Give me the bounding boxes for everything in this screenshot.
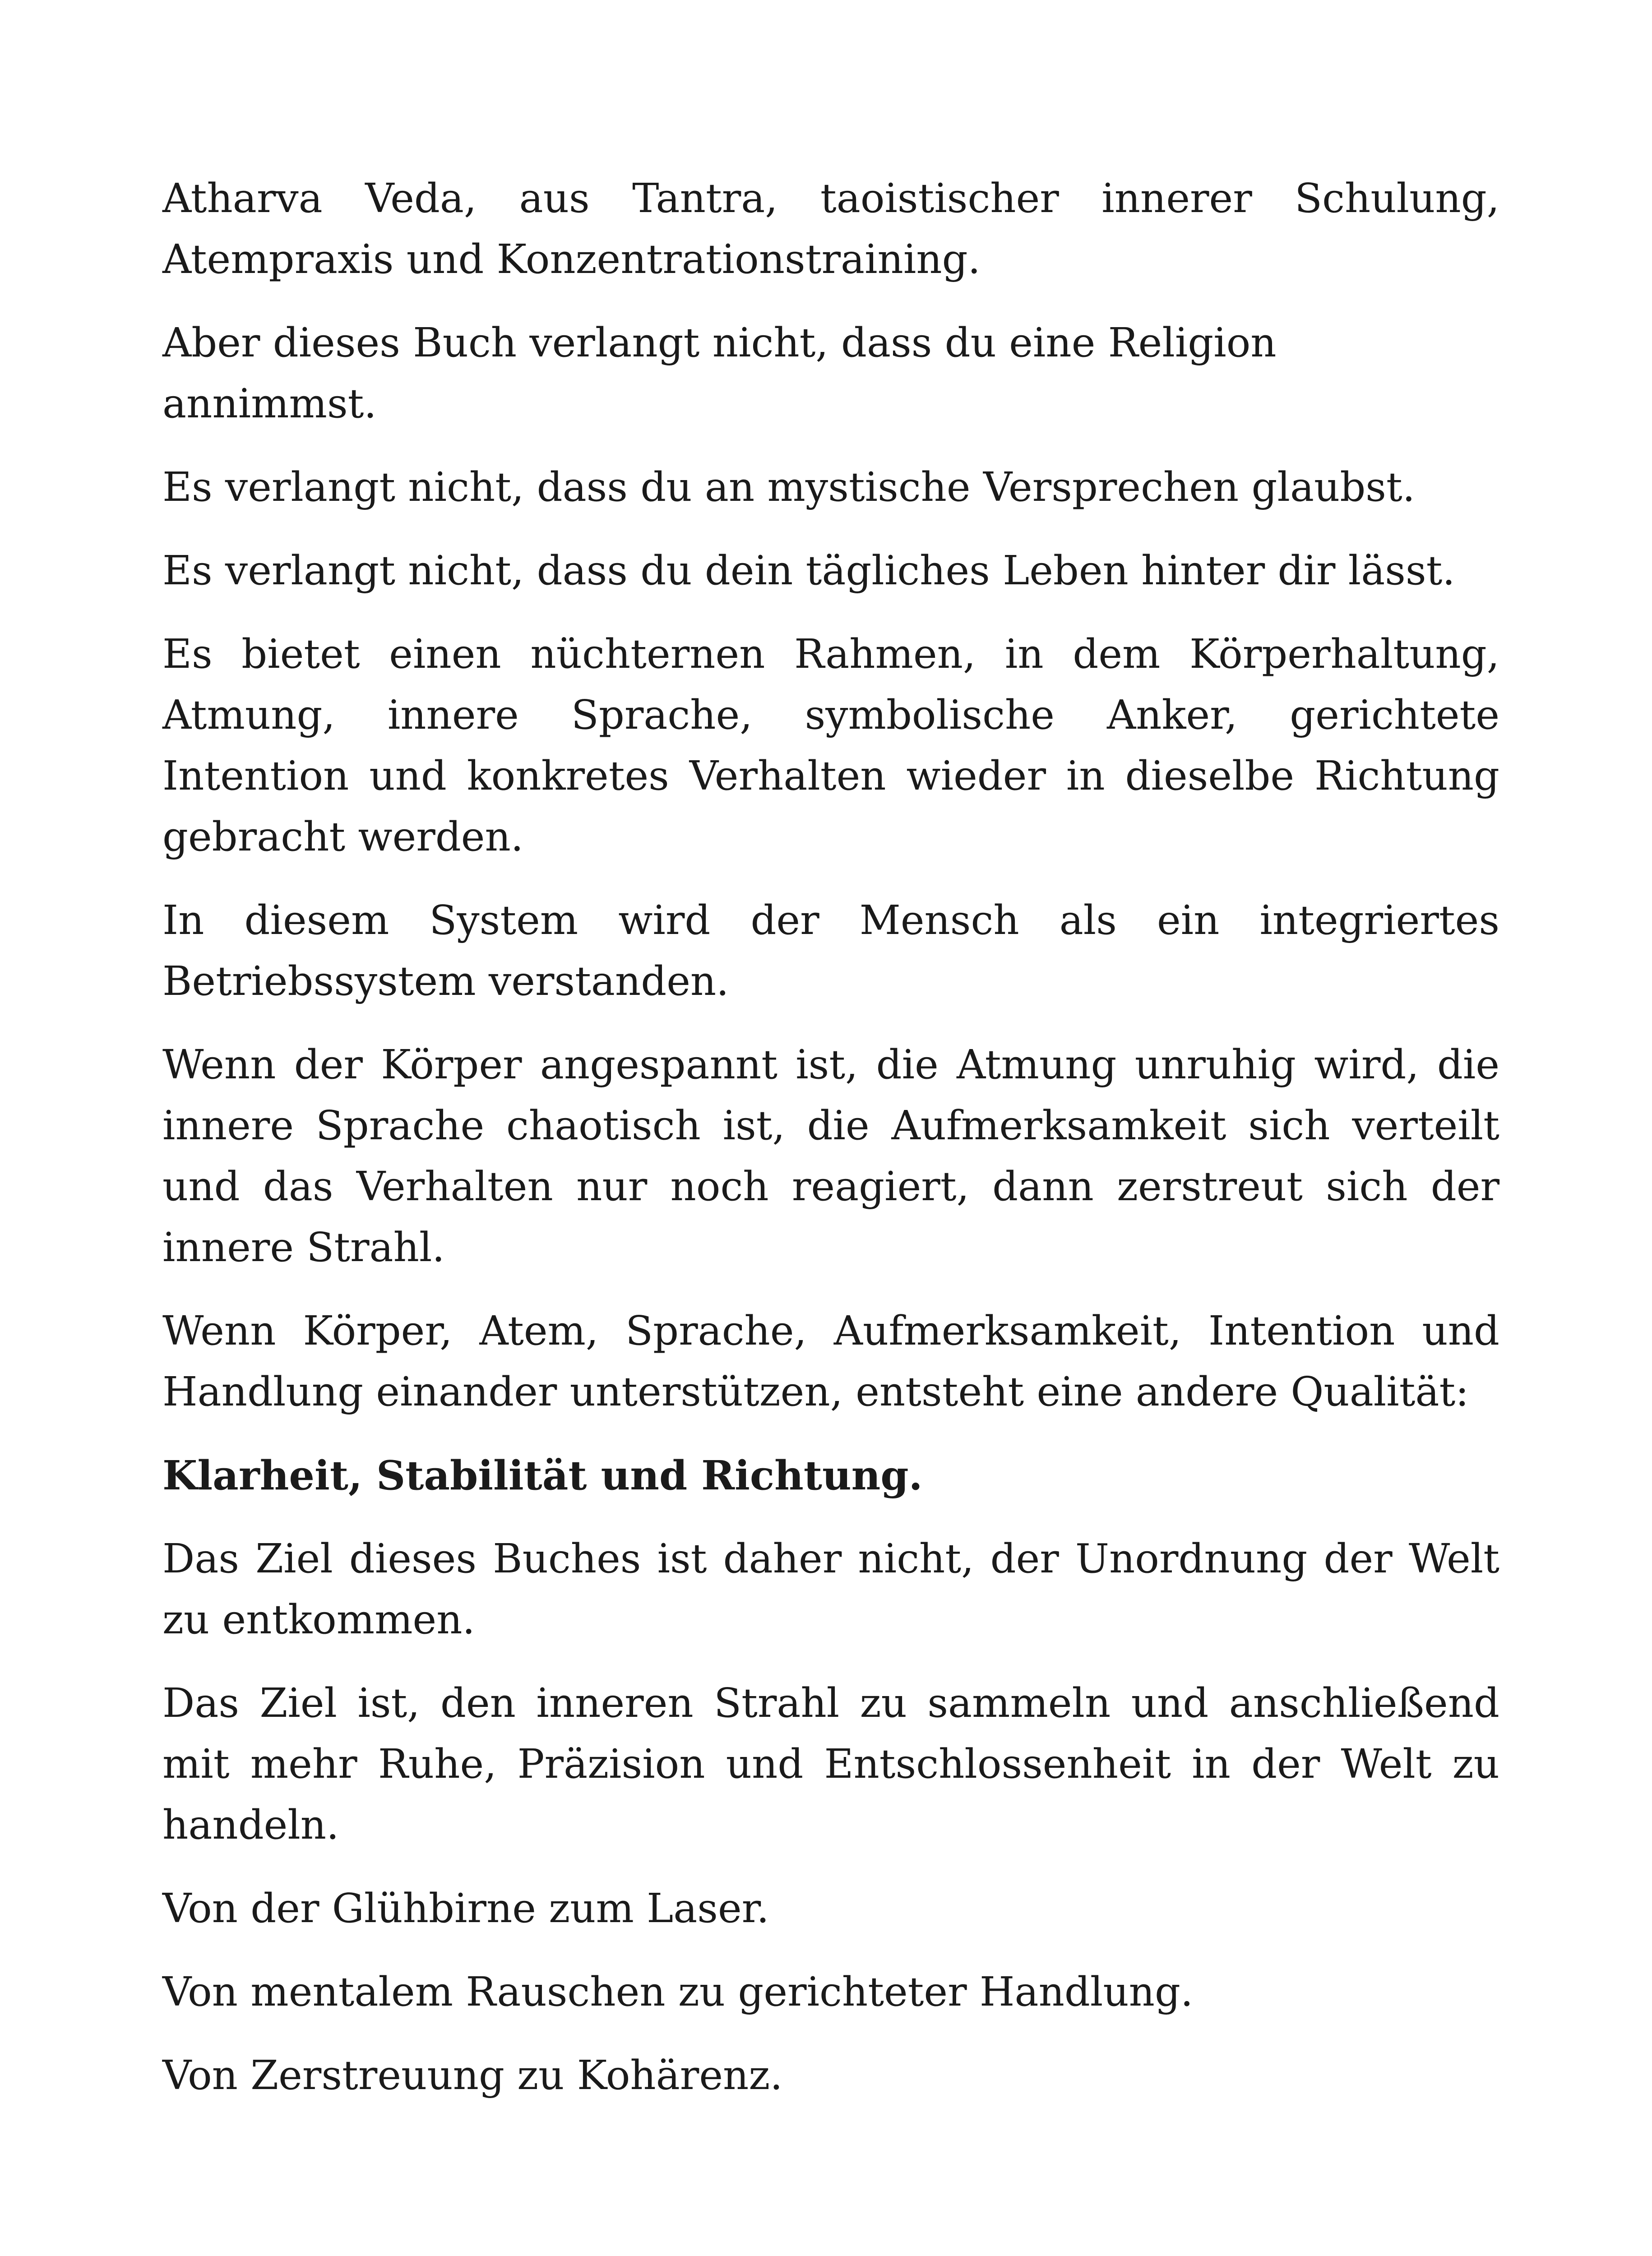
paragraph-no-mystic-promises: Es verlangt nicht, dass du an mystische Versprechen glaubst. bbox=[162, 463, 1416, 510]
paragraph-no-leaving-life: Es verlangt nicht, dass du dein tägliches Leben hinter dir lässt. bbox=[162, 547, 1455, 594]
paragraph-book-goal: Das Ziel dieses Buches ist daher nicht, der Unordnung der Welt zu entkommen. bbox=[162, 1535, 1499, 1643]
paragraph-collect-ray: Das Ziel ist, den inneren Strahl zu sammeln und anschließend mit mehr Ruhe, Präzision und Entschlossenheit in der Welt zu handeln. bbox=[162, 1679, 1499, 1848]
paragraph-no-religion: Aber dieses Buch verlangt nicht, dass du eine Religion annimmst. bbox=[162, 319, 1277, 427]
paragraph-scatter-to-coherence: Von Zerstreuung zu Kohärenz. bbox=[162, 2052, 783, 2099]
paragraph-sober-framework: Es bietet einen nüchternen Rahmen, in dem Körperhaltung, Atmung, innere Sprache, symbolische Anker, gerichtete Intention und konkretes Verhalten wieder in dieselbe Richtung gebracht werden. bbox=[162, 630, 1499, 860]
paragraph-clarity-heading: Klarheit, Stabilität und Richtung. bbox=[162, 1452, 923, 1499]
page-body-text bbox=[162, 168, 1499, 2128]
paragraph-traditions: Atharva Veda, aus Tantra, taoistischer innerer Schulung, Atempraxis und Konzentrationstraining. bbox=[162, 175, 1499, 282]
paragraph-other-quality: Wenn Körper, Atem, Sprache, Aufmerksamkeit, Intention und Handlung einander unterstützen, entsteht eine andere Qualität: bbox=[162, 1307, 1499, 1415]
paragraph-noise-to-action: Von mentalem Rauschen zu gerichteter Handlung. bbox=[162, 1968, 1194, 2015]
paragraph-scattered-ray: Wenn der Körper angespannt ist, die Atmung unruhig wird, die innere Sprache chaotisch ist, die Aufmerksamkeit sich verteilt und das Verhalten nur noch reagiert, dann zerstreut sich der innere Strahl. bbox=[162, 1041, 1499, 1271]
paragraph-bulb-to-laser: Von der Glühbirne zum Laser. bbox=[162, 1885, 769, 1932]
paragraph-operating-system: In diesem System wird der Mensch als ein integriertes Betriebssystem verstanden. bbox=[162, 897, 1499, 1004]
